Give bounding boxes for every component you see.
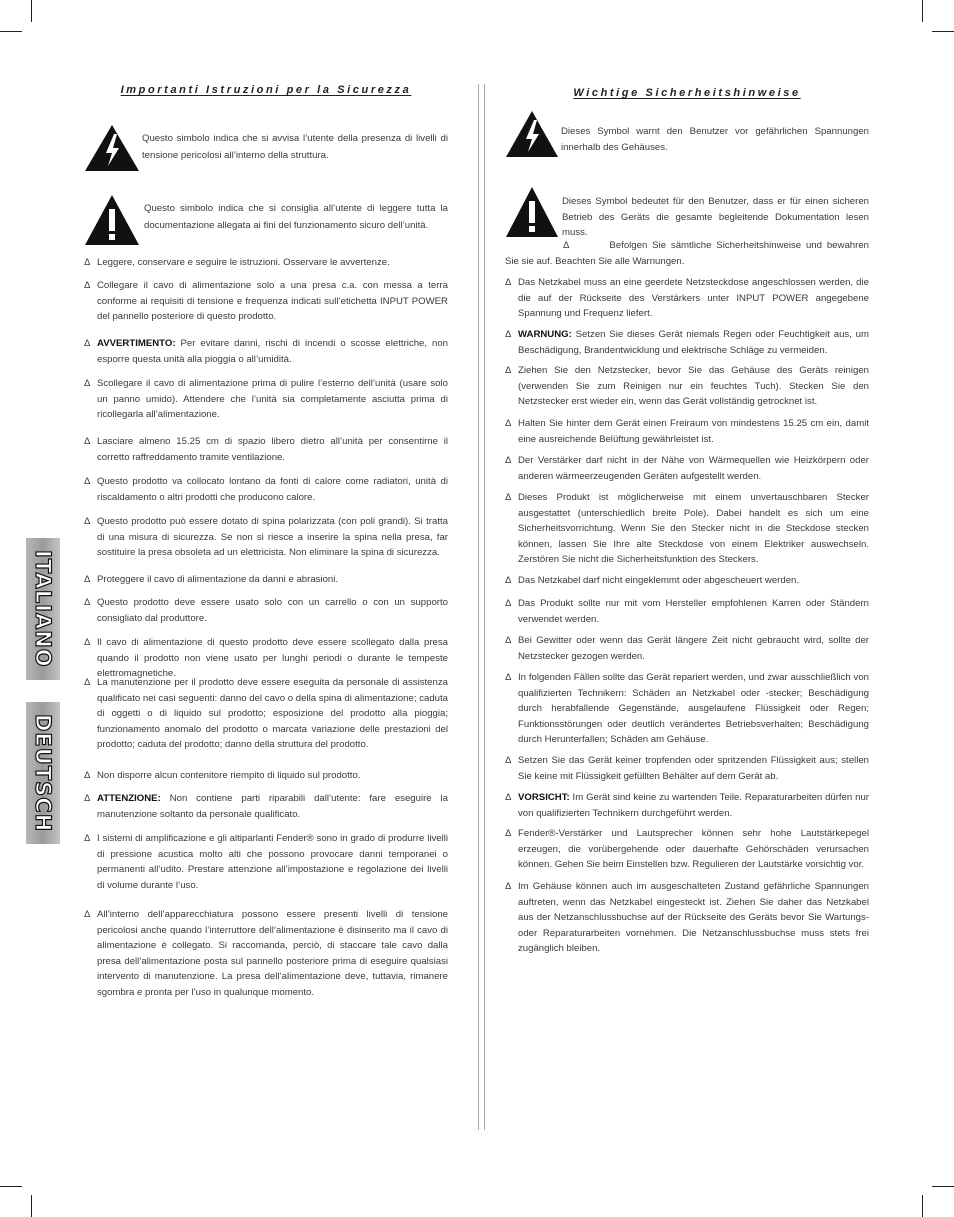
crop-mark [0,31,22,32]
list-item: Δ Proteggere il cavo di alimentazione da danni e abrasioni. [84,574,339,585]
list-item: Δ Das Netzkabel muss an eine geerdete Netzsteckdose angeschlossen werden, die die auf der Rückseite des Verstärkers unter INPUT POWER angegebene Spannung und Frequenz liefert. [505,277,869,319]
list-item: Δ Collegare il cavo di alimentazione solo a una presa c.a. con messa a terra conforme ai requisiti di tensione e frequenza indicati sull’etichetta INPUT POWER del pannello posteriore di questo prodotto. [84,280,448,322]
lightning-symbol-block [84,124,448,174]
list-item: Δ La manutenzione per il prodotto deve essere eseguita da personale di assistenza qualificato nei casi seguenti: danno del cavo o della spina di alimentazione; caduta di oggetti o di liquido sul prodotto; esposizione del prodotto alla pioggia; funzionamento anomalo del prodotto o marcata variazione delle prestazioni del prodotto; caduta del prodotto; danno della struttura del prodotto. [84,677,448,750]
column-divider [478,84,479,1130]
exclamation-symbol-block [84,194,448,248]
list-item: Δ I sistemi di amplificazione e gli altiparlanti Fender® sono in grado di produrre livelli di pressione acustica molto alti che possono provocare danni temporanei o permanenti all’udito. Prestare attenzione all’impostazione e regolazione dei livelli di volume durante l’uso. [84,833,448,891]
crop-mark [922,1195,923,1217]
list-item: Δ Halten Sie hinter dem Gerät einen Freiraum von mindestens 15.25 cm ein, damit eine ausreichende Belüftung gewährleistet ist. [505,418,869,445]
list-item: Δ Leggere, conservare e seguire le istruzioni. Osservare le avvertenze. [84,257,390,268]
list-item: Δ Setzen Sie das Gerät keiner tropfenden oder spritzenden Flüssigkeit aus; stellen Sie keine mit Flüssigkeit gefüllten Behälter auf dem Gerät ab. [505,755,869,782]
list-item: Δ AVVERTIMENTO: Per evitare danni, rischi di incendi o scosse elettriche, non esporre questa unità alla pioggia o all’umidità. [84,338,448,365]
crop-mark [932,31,954,32]
lightning-symbol-block [505,110,869,160]
list-item: Δ All’interno dell’apparecchiatura possono essere presenti livelli di tensione pericolosi anche quando l’interruttore dell’alimentazione è disinserito ma il cavo di alimentazione è collegato. Si raccomanda, perciò, di staccare tale cavo dalla presa dell’alimentazione posta sul pannello posteriore prima di eseguire qualsiasi intervento di manutenzione. La presa dell’alimentazione deve, tuttavia, rimanere sgombra e pronta per l’uso in qualunque momento. [84,909,448,998]
tab-italiano-label: ITALIANO [31,550,55,668]
lightning-symbol-text: Questo simbolo indica che si avvisa l’utente della presenza di livelli di tensione pericolosi all’interno della struttura. [142,133,448,161]
exclamation-warning-icon [84,194,140,246]
list-item: Δ ATTENZIONE: Non contiene parti riparabili dall’utente: fare eseguire la manutenzione soltanto da personale qualificato. [84,793,448,820]
list-item: Δ Im Gehäuse können auch im ausgeschalteten Zustand gefährliche Spannungen auftreten, wenn das Netzkabel eingesteckt ist. Ziehen Sie daher das Netzkabel aus der Netzanschlussbuchse auf der Rückseite des Geräts bevor Sie Wartungs- oder Reparaturarbeiten vornehmen. Die Netzanschlussbuchse muss stets frei zugänglich bleiben. [505,881,869,954]
lightning-symbol-text: Dieses Symbol warnt den Benutzer vor gefährlichen Spannungen innerhalb des Gehäuses. [561,126,869,153]
list-item: Δ Il cavo di alimentazione di questo prodotto deve essere scollegato dalla presa quando il prodotto non viene usato per lunghi periodi o durante le tempeste elettromagnetiche. [84,637,448,679]
italian-heading: Importanti Istruzioni per la Sicurezza [120,84,412,96]
list-item: Δ Dieses Produkt ist möglicherweise mit einem unvertauschbaren Stecker ausgestattet (unterschiedlich breite Pole). Dabei handelt es sich um eine Sicherheitsvorrichtung. Wenn Sie den Stecker nicht in die Steckdose stecken können, lassen Sie Ihre alte Steckdose von einem Elektriker auswechseln. Zerstören Sie nicht die Sicherheitsfunktion des Steckers. [505,492,869,565]
list-item: Δ Questo prodotto può essere dotato di spina polarizzata (con poli grandi). Si tratta di una misura di sicurezza. Se non si riesce a inserire la spina nella presa, far sostituire la presa obsoleta ad un elettricista. Non eliminare la spina di sicurezza. [84,516,448,558]
list-item: Δ Fender®-Verstärker und Lautsprecher können sehr hohe Lautstärkepegel erzeugen, die vorübergehende oder dauerhafte Gehörschäden verursachen können. Gehen Sie beim Einstellen bzw. Regulieren der Lautstärke vorsichtig vor. [505,828,869,870]
crop-mark [922,0,923,22]
list-item: Δ Das Netzkabel darf nicht eingeklemmt oder abgescheuert werden. [505,575,800,586]
list-item: Δ Questo prodotto va collocato lontano da fonti di calore come radiatori, unità di riscaldamento o altri prodotti che producono calore. [84,476,448,503]
list-item: Δ Scollegare il cavo di alimentazione prima di pulire l’esterno dell’unità (usare solo un panno umido). Attendere che l’unità sia completamente asciutta prima di ricollegarla all’alimentazione. [84,378,448,420]
exclamation-symbol-text: Questo simbolo indica che si consiglia all’utente di leggere tutta la documentazione allegata ai fini del funzionamento sicuro dell’unità. [144,203,448,231]
list-item: Δ WARNUNG: Setzen Sie dieses Gerät niemals Regen oder Feuchtigkeit aus, um Beschädigung, Brandentwicklung und elektrische Schläge zu vermeiden. [505,329,869,356]
crop-mark [31,1195,32,1217]
list-item: Δ Non disporre alcun contenitore riempito di liquido sul prodotto. [84,770,361,781]
tab-deutsch-label: DEUTSCH [31,713,55,833]
list-item: Δ Bei Gewitter oder wenn das Gerät längere Zeit nicht gebraucht wird, sollte der Netzstecker gezogen werden. [505,635,869,662]
german-heading: Wichtige Sicherheitshinweise [573,87,801,99]
crop-mark [31,0,32,22]
tab-deutsch [26,702,60,844]
list-item: Δ Ziehen Sie den Netzstecker, bevor Sie das Gehäuse des Geräts reinigen (verwenden Sie zum Reinigen nur ein feuchtes Tuch). Stecken Sie den Netzstecker erst wieder ein, wenn das Gerät vollständig getrocknet ist. [505,365,869,407]
exclamation-symbol-text: Dieses Symbol bedeutet für den Benutzer, dass er für einen sicheren Betrieb des Geräts die gesamte begleitende Dokumentation lesen muss. [562,196,869,238]
list-item: Δ Lasciare almeno 15.25 cm di spazio libero dietro all’unità per consentirne il corretto raffreddamento tramite ventilazione. [84,436,448,463]
lightning-warning-icon [505,110,559,158]
symbol-followup-item: Δ Befolgen Sie sämtliche Sicherheitshinweise und bewahren Sie sie auf. Beachten Sie alle Warnungen. [505,240,869,267]
tab-italiano [26,538,60,680]
exclamation-warning-icon [505,186,559,238]
list-item: Δ VORSICHT: Im Gerät sind keine zu wartenden Teile. Reparaturarbeiten dürfen nur von qualifizierten Technikern durchgeführt werden. [505,792,869,819]
list-item: Δ In folgenden Fällen sollte das Gerät repariert werden, und zwar ausschließlich von qualifizierten Technikern: Schäden an Netzkabel oder -stecker; Beschädigung durch herabfallende Gegenstände, ausgelaufene Flüssigkeit oder Regen; Funktionsstörungen oder deutlich verändertes Betriebsverhalten; Beschädigung durch Herunterfallen; Schäden am Gehäuse. [505,672,869,745]
crop-mark [0,1186,22,1187]
column-divider [484,84,485,1130]
crop-mark [932,1186,954,1187]
lightning-warning-icon [84,124,140,172]
list-item: Δ Der Verstärker darf nicht in der Nähe von Wärmequellen wie Heizkörpern oder anderen wärmeerzeugenden Geräten aufgestellt werden. [505,455,869,482]
list-item: Δ Questo prodotto deve essere usato solo con un carrello o con un supporto consigliato dal produttore. [84,597,448,624]
exclamation-symbol-block [505,186,869,240]
list-item: Δ Das Produkt sollte nur mit vom Hersteller empfohlenen Karren oder Ständern verwendet werden. [505,598,869,625]
